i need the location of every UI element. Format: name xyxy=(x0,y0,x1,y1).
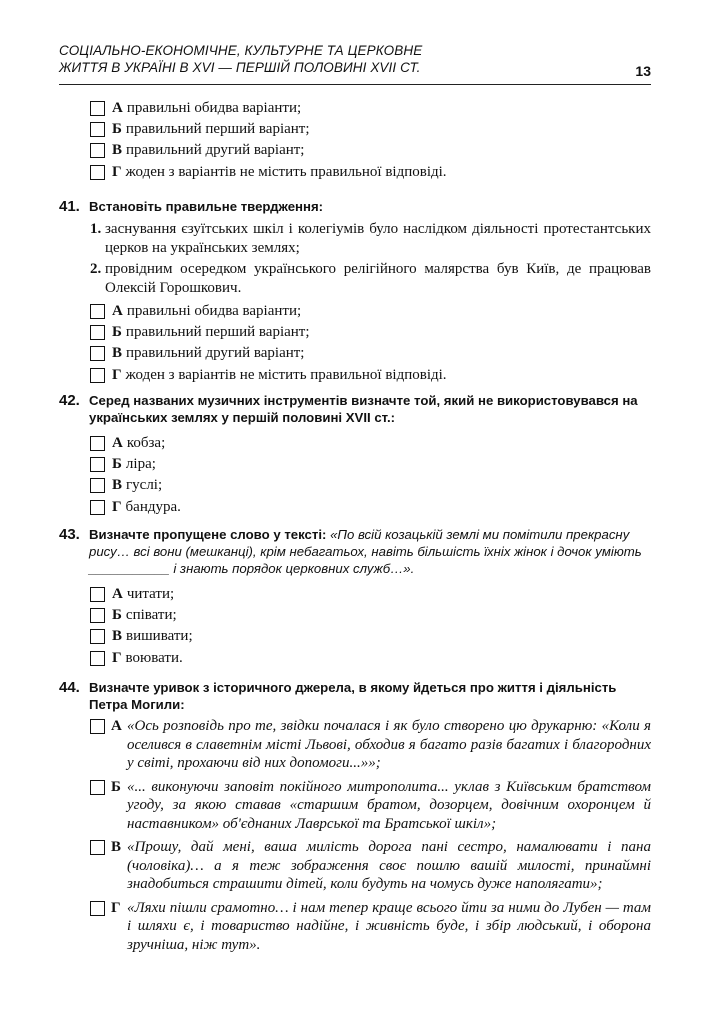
header-rule xyxy=(59,84,651,85)
header-title-line2: ЖИТТЯ В УКРАЇНІ В XVI — ПЕРШІЙ ПОЛОВИНІ XVII СТ. xyxy=(59,60,421,75)
checkbox[interactable] xyxy=(90,840,105,855)
checkbox[interactable] xyxy=(90,101,105,116)
statements xyxy=(90,220,651,297)
option-40-a[interactable]: А правильні обидва варіанти; xyxy=(90,98,651,119)
question-42-head xyxy=(59,392,651,426)
checkbox[interactable] xyxy=(90,165,105,180)
checkbox[interactable] xyxy=(90,304,105,319)
question-43 xyxy=(59,526,651,669)
option-40-b[interactable]: Б правильний перший варіант; xyxy=(90,119,651,140)
option-42-a[interactable]: А кобза; xyxy=(90,433,651,454)
question-41-head xyxy=(59,198,651,215)
checkbox[interactable] xyxy=(90,608,105,623)
question-prompt: Встановіть правильне твердження: xyxy=(89,199,324,214)
question-44 xyxy=(59,679,651,959)
option-42-h[interactable]: Г бандура. xyxy=(90,497,651,518)
checkbox[interactable] xyxy=(90,500,105,515)
checkbox[interactable] xyxy=(90,368,105,383)
checkbox[interactable] xyxy=(90,346,105,361)
checkbox[interactable] xyxy=(90,325,105,340)
statement-2: 2. провідним осередком українського релігійного малярства був Київ, де працював Олексій Горошкович. xyxy=(90,261,651,296)
option-44-h[interactable]: Г «Ляхи пішли срамотно… і нам тепер краще всього йти за ними до Лубен — там і шляхи є, і товариство надійне, і живність буде, і збір людський, і оборона зручніша, ніж тут». xyxy=(90,899,651,955)
checkbox[interactable] xyxy=(90,587,105,602)
checkbox[interactable] xyxy=(90,901,105,916)
question-prompt: Серед названих музичних інструментів визначте той, який не використовувався на українських землях у першій половині XVII ст.: xyxy=(89,393,638,425)
checkbox[interactable] xyxy=(90,436,105,451)
option-41-b[interactable]: Б правильний перший варіант; xyxy=(90,322,651,343)
option-44-b[interactable]: Б «... виконуючи заповіт покійного митрополита... уклав з Київським братством угоду, за якою ставав «старшим братом, дозорцем, довічним охоронцем й наставником» об'єднаних Лаврської та Братської шкіл»; xyxy=(90,778,651,834)
option-42-v[interactable]: В гуслі; xyxy=(90,475,651,496)
option-43-b[interactable]: Б співати; xyxy=(90,605,651,626)
question-40-options xyxy=(59,98,651,183)
option-44-a[interactable]: А «Ось розповідь про те, звідки почалася і як було створено цю друкарню: «Коли я оселився в славетнім місті Львові, обходив я багато разів багатих і благородних у світі, прохаючи від них допомоги...»»; xyxy=(90,717,651,773)
option-41-a[interactable]: А правильні обидва варіанти; xyxy=(90,301,651,322)
question-number: 42. xyxy=(59,392,80,409)
checkbox[interactable] xyxy=(90,719,105,734)
question-43-head xyxy=(59,526,651,577)
checkbox[interactable] xyxy=(90,629,105,644)
statement-1: 1. заснування єзуїтських шкіл і колегіумів було наслідком діяльності протестантських церков на українських землях; xyxy=(90,221,651,256)
question-42 xyxy=(59,392,651,518)
checkbox[interactable] xyxy=(90,143,105,158)
checkbox[interactable] xyxy=(90,457,105,472)
page-number: 13 xyxy=(635,63,651,79)
option-40-v[interactable]: В правильний другий варіант; xyxy=(90,140,651,161)
checkbox[interactable] xyxy=(90,122,105,137)
option-41-h[interactable]: Г жоден з варіантів не містить правильної відповіді. xyxy=(90,365,651,386)
question-41 xyxy=(59,198,651,386)
header-title-line1: СОЦІАЛЬНО-ЕКОНОМІЧНЕ, КУЛЬТУРНЕ ТА ЦЕРКОВНЕ xyxy=(59,43,423,58)
checkbox[interactable] xyxy=(90,780,105,795)
question-prompt: Визначте уривок з історичного джерела, в якому йдеться про життя і діяльність Петра Могили: xyxy=(89,680,617,712)
question-prompt: Визначте пропущене слово у тексті: xyxy=(89,527,327,542)
question-number: 44. xyxy=(59,679,80,696)
option-41-v[interactable]: В правильний другий варіант; xyxy=(90,343,651,364)
question-number: 43. xyxy=(59,526,80,543)
option-43-v[interactable]: В вишивати; xyxy=(90,626,651,647)
option-42-b[interactable]: Б ліра; xyxy=(90,454,651,475)
option-44-v[interactable]: В «Прошу, дай мені, ваша милість дорога пані сестро, намалювати і пана (чоловіка)… а я теж зображення своє пошлю вашій милості, принаймні знадобиться страшити дітей, коли будуть на чомусь дуже наполягати»; xyxy=(90,838,651,894)
question-44-head xyxy=(59,679,651,713)
running-header xyxy=(59,42,651,79)
option-40-h[interactable]: Г жоден з варіантів не містить правильної відповіді. xyxy=(90,162,651,183)
checkbox[interactable] xyxy=(90,478,105,493)
question-quote: «По всій козацькій землі ми помітили прекрасну рису… всі вони (мешканці), крім небагатьох, навіть більшість їхніх жінок і дочок уміють ___________ і знають порядок церковних служб…». xyxy=(89,527,642,576)
checkbox[interactable] xyxy=(90,651,105,666)
option-43-h[interactable]: Г воювати. xyxy=(90,648,651,669)
question-number: 41. xyxy=(59,198,80,215)
option-43-a[interactable]: А читати; xyxy=(90,584,651,605)
